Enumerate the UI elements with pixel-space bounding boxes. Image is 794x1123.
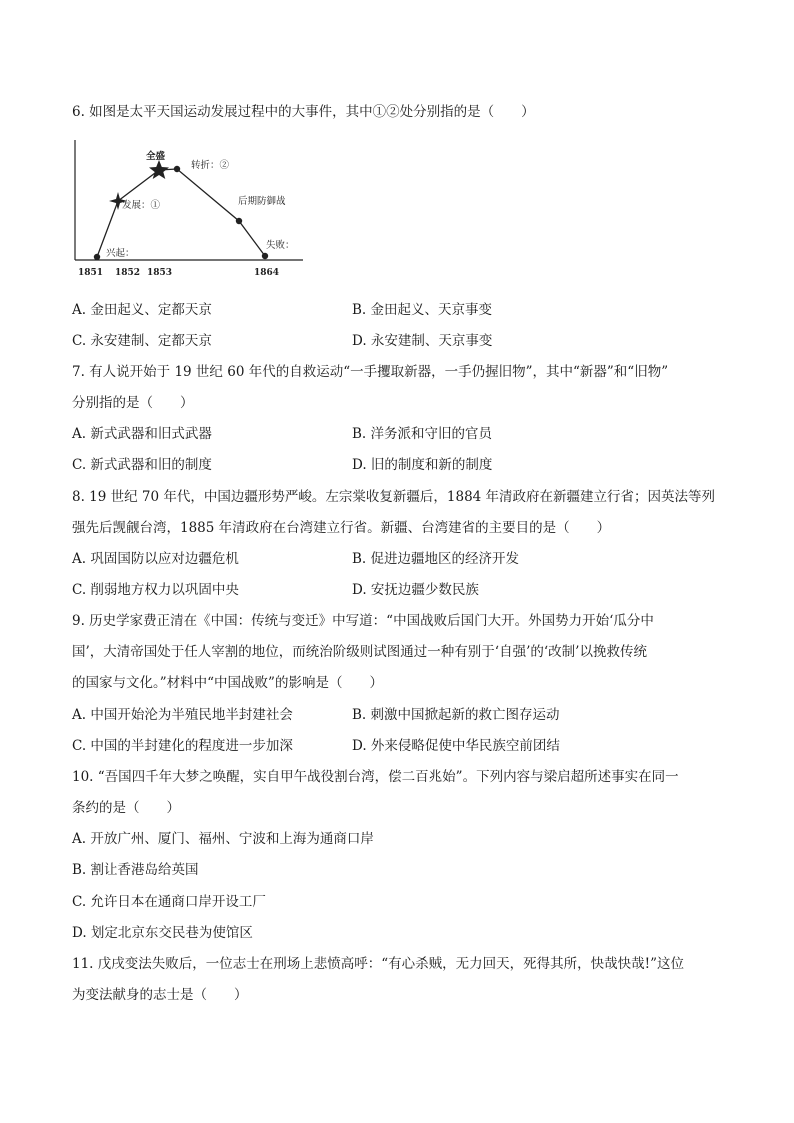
- point-fail: [262, 253, 268, 259]
- q10-option-c[interactable]: C. 允许日本在通商口岸开设工厂: [72, 894, 266, 910]
- q6-option-b[interactable]: B. 金田起义、天京事变: [352, 302, 493, 318]
- q10-option-a[interactable]: A. 开放广州、厦门、福州、宁波和上海为通商口岸: [72, 831, 374, 847]
- q10-option-b[interactable]: B. 割让香港岛给英国: [72, 862, 199, 878]
- q10-stem-line1: 10. “吾国四千年大梦之唤醒，实自甲午战役割台湾，偿二百兆始”。下列内容与梁启超所述事实在同一: [72, 769, 679, 785]
- year-1853: 1853: [147, 268, 173, 278]
- q8-option-b[interactable]: B. 促进边疆地区的经济开发: [352, 551, 520, 567]
- q9-option-a[interactable]: A. 中国开始沦为半殖民地半封建社会: [72, 707, 293, 723]
- q9-option-d[interactable]: D. 外来侵略促使中华民族空前团结: [352, 738, 560, 754]
- point-peak-star: [149, 160, 169, 179]
- q9-stem-line2: 国’，大清帝国处于任人宰割的地位，而统治阶级则试图通过一种有别于‘自强’的‘改制’以挽救传统: [72, 644, 647, 660]
- q9-option-b[interactable]: B. 刺激中国掀起新的救亡图存运动: [352, 707, 560, 723]
- year-1864: 1864: [254, 268, 280, 278]
- point-rise: [94, 254, 100, 260]
- q8-stem-line2: 强先后觊觎台湾，1885 年清政府在台湾建立行省。新疆、台湾建省的主要目的是（ ）: [72, 520, 611, 536]
- year-1852: 1852: [115, 268, 141, 278]
- q9-stem-line3: 的国家与文化。”材料中“中国战败”的影响是（ ）: [72, 675, 383, 691]
- q6-option-a[interactable]: A. 金田起义、定都天京: [72, 302, 212, 318]
- q6-stem: 6. 如图是太平天国运动发展过程中的大事件，其中①②处分别指的是（ ）: [72, 104, 535, 120]
- trend-line: [97, 169, 265, 257]
- q8-option-d[interactable]: D. 安抚边疆少数民族: [352, 582, 479, 598]
- taiping-timeline-figure: [70, 138, 310, 278]
- q6-option-d[interactable]: D. 永安建制、天京事变: [352, 333, 493, 349]
- label-peak: 全盛: [146, 151, 166, 162]
- label-rise: 兴起：: [106, 248, 135, 259]
- q6-option-c[interactable]: C. 永安建制、定都天京: [72, 333, 212, 349]
- q7-option-c[interactable]: C. 新式武器和旧的制度: [72, 457, 212, 473]
- label-fail: 失败：: [266, 240, 295, 251]
- q11-stem-line1: 11. 戊戌变法失败后，一位志士在刑场上悲愤高呼：“有心杀贼，无力回天，死得其所，快哉快哉!”这位: [72, 956, 684, 972]
- q7-option-a[interactable]: A. 新式武器和旧式武器: [72, 426, 212, 442]
- q10-option-d[interactable]: D. 划定北京东交民巷为使馆区: [72, 925, 253, 941]
- q7-stem-line1: 7. 有人说开始于 19 世纪 60 年代的自救运动“一手攫取新器，一手仍握旧物”，其中“新器”和“旧物”: [72, 364, 669, 380]
- q7-option-b[interactable]: B. 洋务派和守旧的官员: [352, 426, 493, 442]
- q9-stem-line1: 9. 历史学家费正清在《中国：传统与变迁》中写道：“中国战败后国门大开。外国势力开始‘瓜分中: [72, 613, 654, 629]
- year-1851: 1851: [78, 268, 104, 278]
- point-defense: [236, 218, 242, 224]
- q8-option-c[interactable]: C. 削弱地方权力以巩固中央: [72, 582, 239, 598]
- q8-option-a[interactable]: A. 巩固国防以应对边疆危机: [72, 551, 239, 567]
- q7-stem-line2: 分别指的是（ ）: [72, 395, 194, 411]
- q8-stem-line1: 8. 19 世纪 70 年代，中国边疆形势严峻。左宗棠收复新疆后，1884 年清政府在新疆建立行省；因英法等列: [72, 489, 716, 505]
- label-defense: 后期防御战: [238, 196, 286, 207]
- q7-option-d[interactable]: D. 旧的制度和新的制度: [352, 457, 493, 473]
- label-turn: 转折：②: [191, 160, 230, 171]
- q9-option-c[interactable]: C. 中国的半封建化的程度进一步加深: [72, 738, 293, 754]
- q11-stem-line2: 为变法献身的志士是（ ）: [72, 987, 248, 1003]
- point-turn: [174, 166, 180, 172]
- label-develop: 发展：①: [122, 200, 161, 211]
- q10-stem-line2: 条约的是（ ）: [72, 800, 180, 816]
